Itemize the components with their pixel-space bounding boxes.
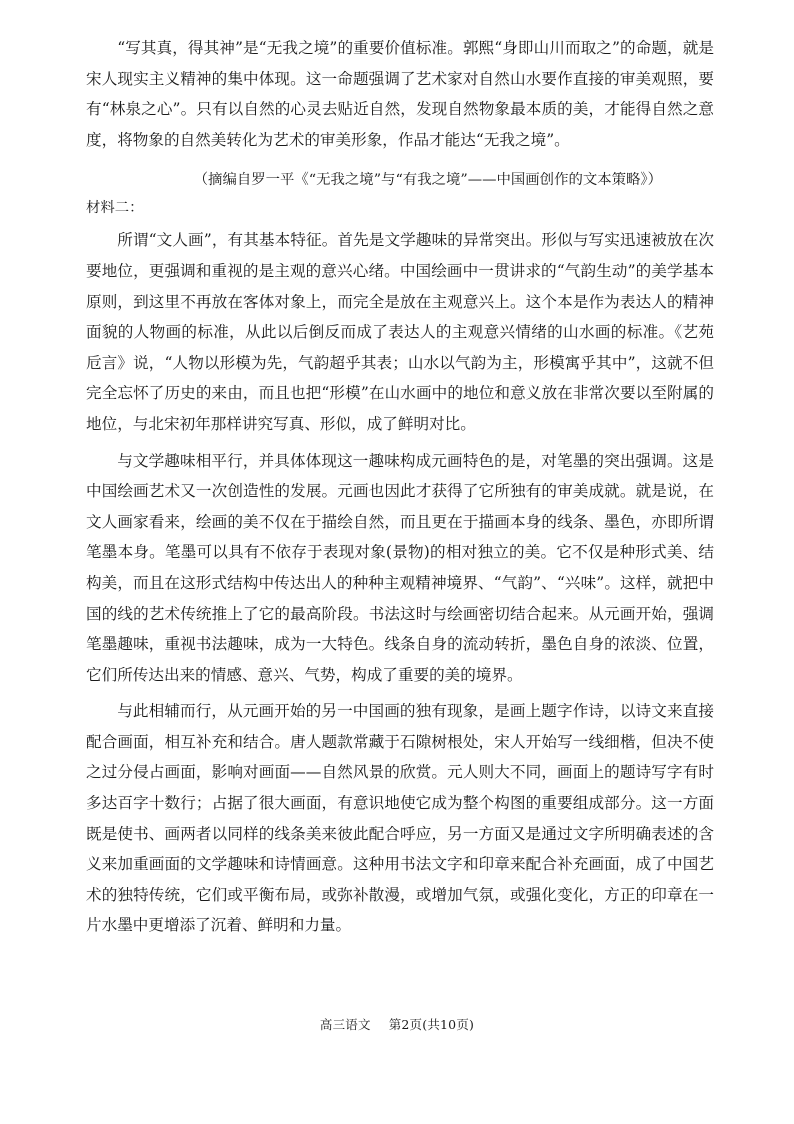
paragraph-material-two-2: 与文学趣味相平行，并具体体现这一趣味构成元画特色的是，对笔墨的突出强调。这是中国绘画艺术又一次创造性的发展。元画也因此才获得了它所独有的审美成就。就是说，在文人画家看来，绘画的美不仅在于描绘自然，而且更在于描画本身的线条、墨色，亦即所谓笔墨本身。笔墨可以具有不依存于表现对象(景物)的相对独立的美。它不仅是种形式美、结构美，而且在这形式结构中传达出人的种种主观精神境界、“气韵”、“兴味”。这样，就把中国的线的艺术传统推上了它的最高阶段。书法这时与绘画密切结合起来。从元画开始，强调笔墨趣味，重视书法趣味，成为一大特色。线条自身的流动转折，墨色自身的浓淡、位置，它们所传达出来的情感、意兴、气势，构成了重要的美的境界。 xyxy=(86,451,714,684)
material-label: 材料二： xyxy=(86,200,144,217)
footer-page-number: 第2页(共10页) xyxy=(388,1017,475,1032)
source-citation: （摘编自罗一平《“无我之境”与“有我之境”——中国画创作的文本策略》） xyxy=(193,172,662,189)
footer-subject: 高三语文 xyxy=(319,1017,371,1032)
document-body xyxy=(86,33,714,941)
paragraph-material-two-1: 所谓“文人画”，有其基本特征。首先是文学趣味的异常突出。形似与写实迅速被放在次要地位，更强调和重视的是主观的意兴心绪。中国绘画中一贯讲求的“气韵生动”的美学基本原则，到这里不再放在客体对象上，而完全是放在主观意兴上。这个本是作为表达人的精神面貌的人物画的标准，从此以后倒反而成了表达人的主观意兴情绪的山水画的标准。《艺苑卮言》说，“人物以形模为先，气韵超乎其表；山水以气韵为主，形模寓乎其中”，这就不但完全忘怀了历史的来由，而且也把“形模”在山水画中的地位和意义放在非常次要以至附属的地位，与北宋初年那样讲究写真、形似，成了鲜明对比。 xyxy=(86,231,714,433)
paragraph-material-two-3: 与此相辅而行，从元画开始的另一中国画的独有现象，是画上题字作诗，以诗文来直接配合画面，相互补充和结合。唐人题款常藏于石隙树根处，宋人开始写一线细楷，但决不使之过分侵占画面，影响对画面——自然风景的欣赏。元人则大不同，画面上的题诗写字有时多达百字十数行；占据了很大画面，有意识地使它成为整个构图的重要组成部分。这一方面既是使书、画两者以同样的线条美来彼此配合呼应，另一方面又是通过文字所明确表述的含义来加重画面的文学趣味和诗情画意。这种用书法文字和印章来配合补充画面，成了中国艺术的独特传统，它们或平衡布局，或弥补散漫，或增加气氛，或强化变化，方正的印章在一片水墨中更增添了沉着、鲜明和力量。 xyxy=(86,702,714,935)
paragraph-material-one-end: “写其真，得其神”是“无我之境”的重要价值标准。郭熙“身即山川而取之”的命题，就是宋人现实主义精神的集中体现。这一命题强调了艺术家对自然山水要作直接的审美观照，要有“林泉之心”。只有以自然的心灵去贴近自然，发现自然物象最本质的美，才能得自然之意度，将物象的自然美转化为艺术的审美形象，作品才能达“无我之境”。 xyxy=(86,39,714,149)
page-footer xyxy=(0,1016,794,1034)
